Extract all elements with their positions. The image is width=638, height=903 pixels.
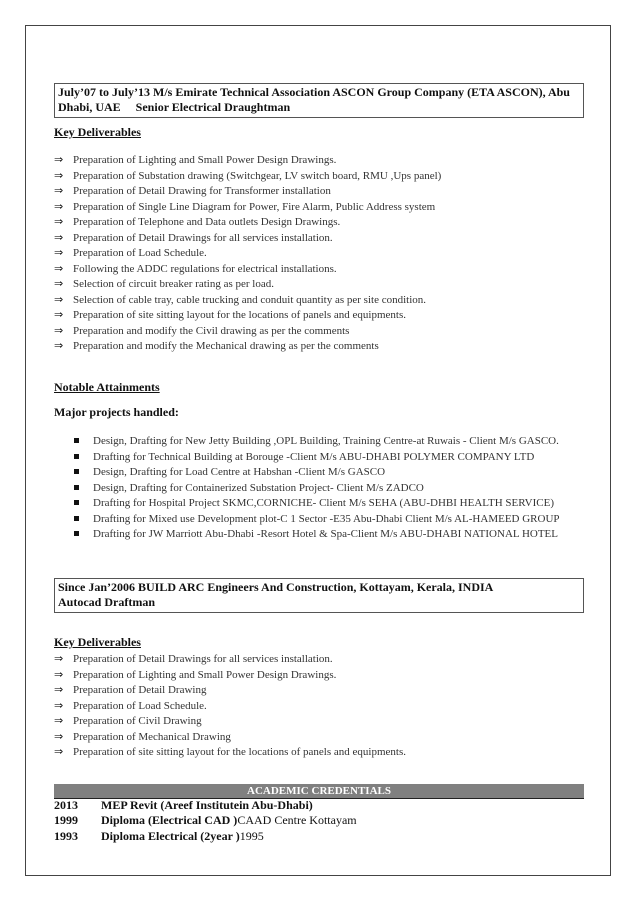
- square-bullet-icon: [74, 500, 79, 505]
- arrow-icon: ⇒: [54, 168, 64, 182]
- list-item: [54, 323, 441, 339]
- list-item-text: Preparation of Detail Drawings for all services installation.: [73, 653, 333, 665]
- project-item: [74, 465, 584, 479]
- project-item: [74, 512, 584, 526]
- list-item: [54, 667, 406, 683]
- arrow-icon: ⇒: [54, 261, 64, 275]
- list-item: [54, 230, 441, 246]
- credential-detail: CAAD Centre Kottayam: [237, 813, 357, 827]
- list-item: [54, 651, 406, 667]
- credential-title: Diploma (Electrical CAD ): [101, 813, 238, 827]
- list-item: [54, 199, 441, 215]
- list-item-text: Preparation of Lighting and Small Power Design Drawings.: [73, 154, 337, 166]
- arrow-icon: ⇒: [54, 683, 64, 696]
- list-item: [54, 292, 441, 308]
- list-item-text: Preparation of Detail Drawings for all services installation.: [73, 231, 333, 244]
- list-item-text: Preparation of Load Schedule.: [73, 699, 207, 712]
- arrow-icon: ⇒: [54, 292, 64, 306]
- job1-line2: Dhabi, UAE Senior Electrical Draughtman: [58, 100, 291, 114]
- square-bullet-icon: [74, 531, 79, 536]
- credential-detail: 1995: [239, 829, 264, 843]
- list-item-text: Preparation of site sitting layout for the locations of panels and equipments.: [73, 746, 406, 758]
- arrow-icon: ⇒: [54, 323, 64, 337]
- list-item: [54, 744, 406, 760]
- arrow-icon: ⇒: [54, 745, 64, 758]
- arrow-icon: ⇒: [54, 714, 64, 727]
- projects-list: [74, 434, 584, 543]
- arrow-icon: ⇒: [54, 308, 64, 321]
- arrow-icon: ⇒: [54, 698, 64, 712]
- arrow-icon: ⇒: [54, 230, 64, 244]
- list-item-text: Preparation of Lighting and Small Power Design Drawings.: [73, 668, 337, 681]
- list-item-text: Preparation of site sitting layout for the locations of panels and equipments.: [73, 309, 406, 321]
- list-item-text: Selection of circuit breaker rating as per load.: [73, 278, 274, 290]
- list-item: [54, 729, 406, 745]
- list-item: [54, 214, 441, 230]
- project-text: Design, Drafting for Load Centre at Habshan -Client M/s GASCO: [93, 466, 386, 478]
- arrow-icon: ⇒: [54, 215, 64, 228]
- project-item: [74, 450, 584, 464]
- credential-title: Diploma Electrical (2year ): [101, 829, 240, 843]
- list-item-text: Preparation of Civil Drawing: [73, 715, 202, 727]
- key-deliverables-list-2: [54, 651, 406, 760]
- job2-line2: Autocad Draftman: [58, 595, 155, 609]
- list-item: [54, 338, 441, 354]
- credential-year: 1993: [54, 829, 78, 843]
- arrow-icon: ⇒: [54, 246, 64, 259]
- list-item: [54, 276, 441, 292]
- arrow-icon: ⇒: [54, 199, 64, 213]
- arrow-icon: ⇒: [54, 184, 64, 197]
- project-item: [74, 434, 584, 448]
- project-text: Design, Drafting for New Jetty Building ,OPL Building, Training Centre-at Ruwais - Client M/s GASCO.: [93, 435, 559, 447]
- list-item-text: Preparation of Detail Drawing: [73, 684, 207, 696]
- list-item-text: Preparation and modify the Mechanical drawing as per the comments: [73, 340, 379, 352]
- list-item: [54, 698, 406, 714]
- arrow-icon: ⇒: [54, 667, 64, 681]
- list-item: [54, 183, 441, 199]
- square-bullet-icon: [74, 485, 79, 490]
- square-bullet-icon: [74, 454, 79, 459]
- major-projects-heading: Major projects handled:: [54, 405, 179, 419]
- list-item: [54, 713, 406, 729]
- square-bullet-icon: [74, 469, 79, 474]
- list-item-text: Selection of cable tray, cable trucking and conduit quantity as per site condition.: [73, 293, 427, 306]
- square-bullet-icon: [74, 516, 79, 521]
- list-item-text: Preparation and modify the Civil drawing as per the comments: [73, 324, 350, 337]
- job2-line1: Since Jan’2006 BUILD ARC Engineers And Construction, Kottayam, Kerala, INDIA: [58, 580, 494, 594]
- list-item: [54, 152, 441, 168]
- project-text: Design, Drafting for Containerized Substation Project- Client M/s ZADCO: [93, 481, 424, 494]
- arrow-icon: ⇒: [54, 339, 64, 352]
- credential-row: [54, 813, 357, 828]
- academic-credentials-bar: ACADEMIC CREDENTIALS: [54, 784, 584, 799]
- list-item: [54, 307, 441, 323]
- key-deliverables-heading-2: Key Deliverables: [54, 635, 141, 649]
- arrow-icon: ⇒: [54, 729, 64, 743]
- project-text: Drafting for Mixed use Development plot-C 1 Sector -E35 Abu-Dhabi Client M/s AL-HAMEED GROUP: [93, 512, 560, 525]
- project-item: [74, 527, 584, 541]
- credential-row: [54, 798, 313, 813]
- job2-header-box: [54, 578, 584, 613]
- list-item-text: Preparation of Detail Drawing for Transformer installation: [73, 185, 331, 197]
- list-item: [54, 168, 441, 184]
- list-item-text: Preparation of Load Schedule.: [73, 247, 207, 259]
- project-text: Drafting for Technical Building at Borouge -Client M/s ABU-DHABI POLYMER COMPANY LTD: [93, 450, 535, 463]
- list-item-text: Preparation of Mechanical Drawing: [73, 730, 231, 743]
- credential-year: 2013: [54, 798, 78, 812]
- job1-line1: July’07 to July’13 M/s Emirate Technical Association ASCON Group Company (ETA ASCON), Abu: [58, 85, 570, 99]
- list-item-text: Preparation of Single Line Diagram for Power, Fire Alarm, Public Address system: [73, 200, 436, 213]
- key-deliverables-heading-1: Key Deliverables: [54, 125, 141, 139]
- list-item-text: Following the ADDC regulations for electrical installations.: [73, 262, 337, 275]
- square-bullet-icon: [74, 438, 79, 443]
- project-text: Drafting for Hospital Project SKMC,CORNICHE- Client M/s SEHA (ABU-DHBI HEALTH SERVICE): [93, 497, 555, 509]
- list-item-text: Preparation of Substation drawing (Switchgear, LV switch board, RMU ,Ups panel): [73, 169, 442, 182]
- project-item: [74, 481, 584, 495]
- credential-title: MEP Revit (Areef Institutein Abu-Dhabi): [101, 798, 313, 812]
- project-item: [74, 496, 584, 510]
- credential-row: [54, 829, 264, 844]
- list-item-text: Preparation of Telephone and Data outlets Design Drawings.: [73, 216, 341, 228]
- arrow-icon: ⇒: [54, 277, 64, 290]
- credential-year: 1999: [54, 813, 78, 827]
- job1-header-box: [54, 83, 584, 118]
- list-item: [54, 682, 406, 698]
- project-text: Drafting for JW Marriott Abu-Dhabi -Resort Hotel & Spa-Client M/s ABU-DHABI NATIONAL HOTEL: [93, 528, 558, 540]
- key-deliverables-list-1: [54, 152, 441, 354]
- arrow-icon: ⇒: [54, 652, 64, 665]
- arrow-icon: ⇒: [54, 153, 64, 166]
- list-item: [54, 245, 441, 261]
- list-item: [54, 261, 441, 277]
- notable-attainments-heading: Notable Attainments: [54, 380, 160, 394]
